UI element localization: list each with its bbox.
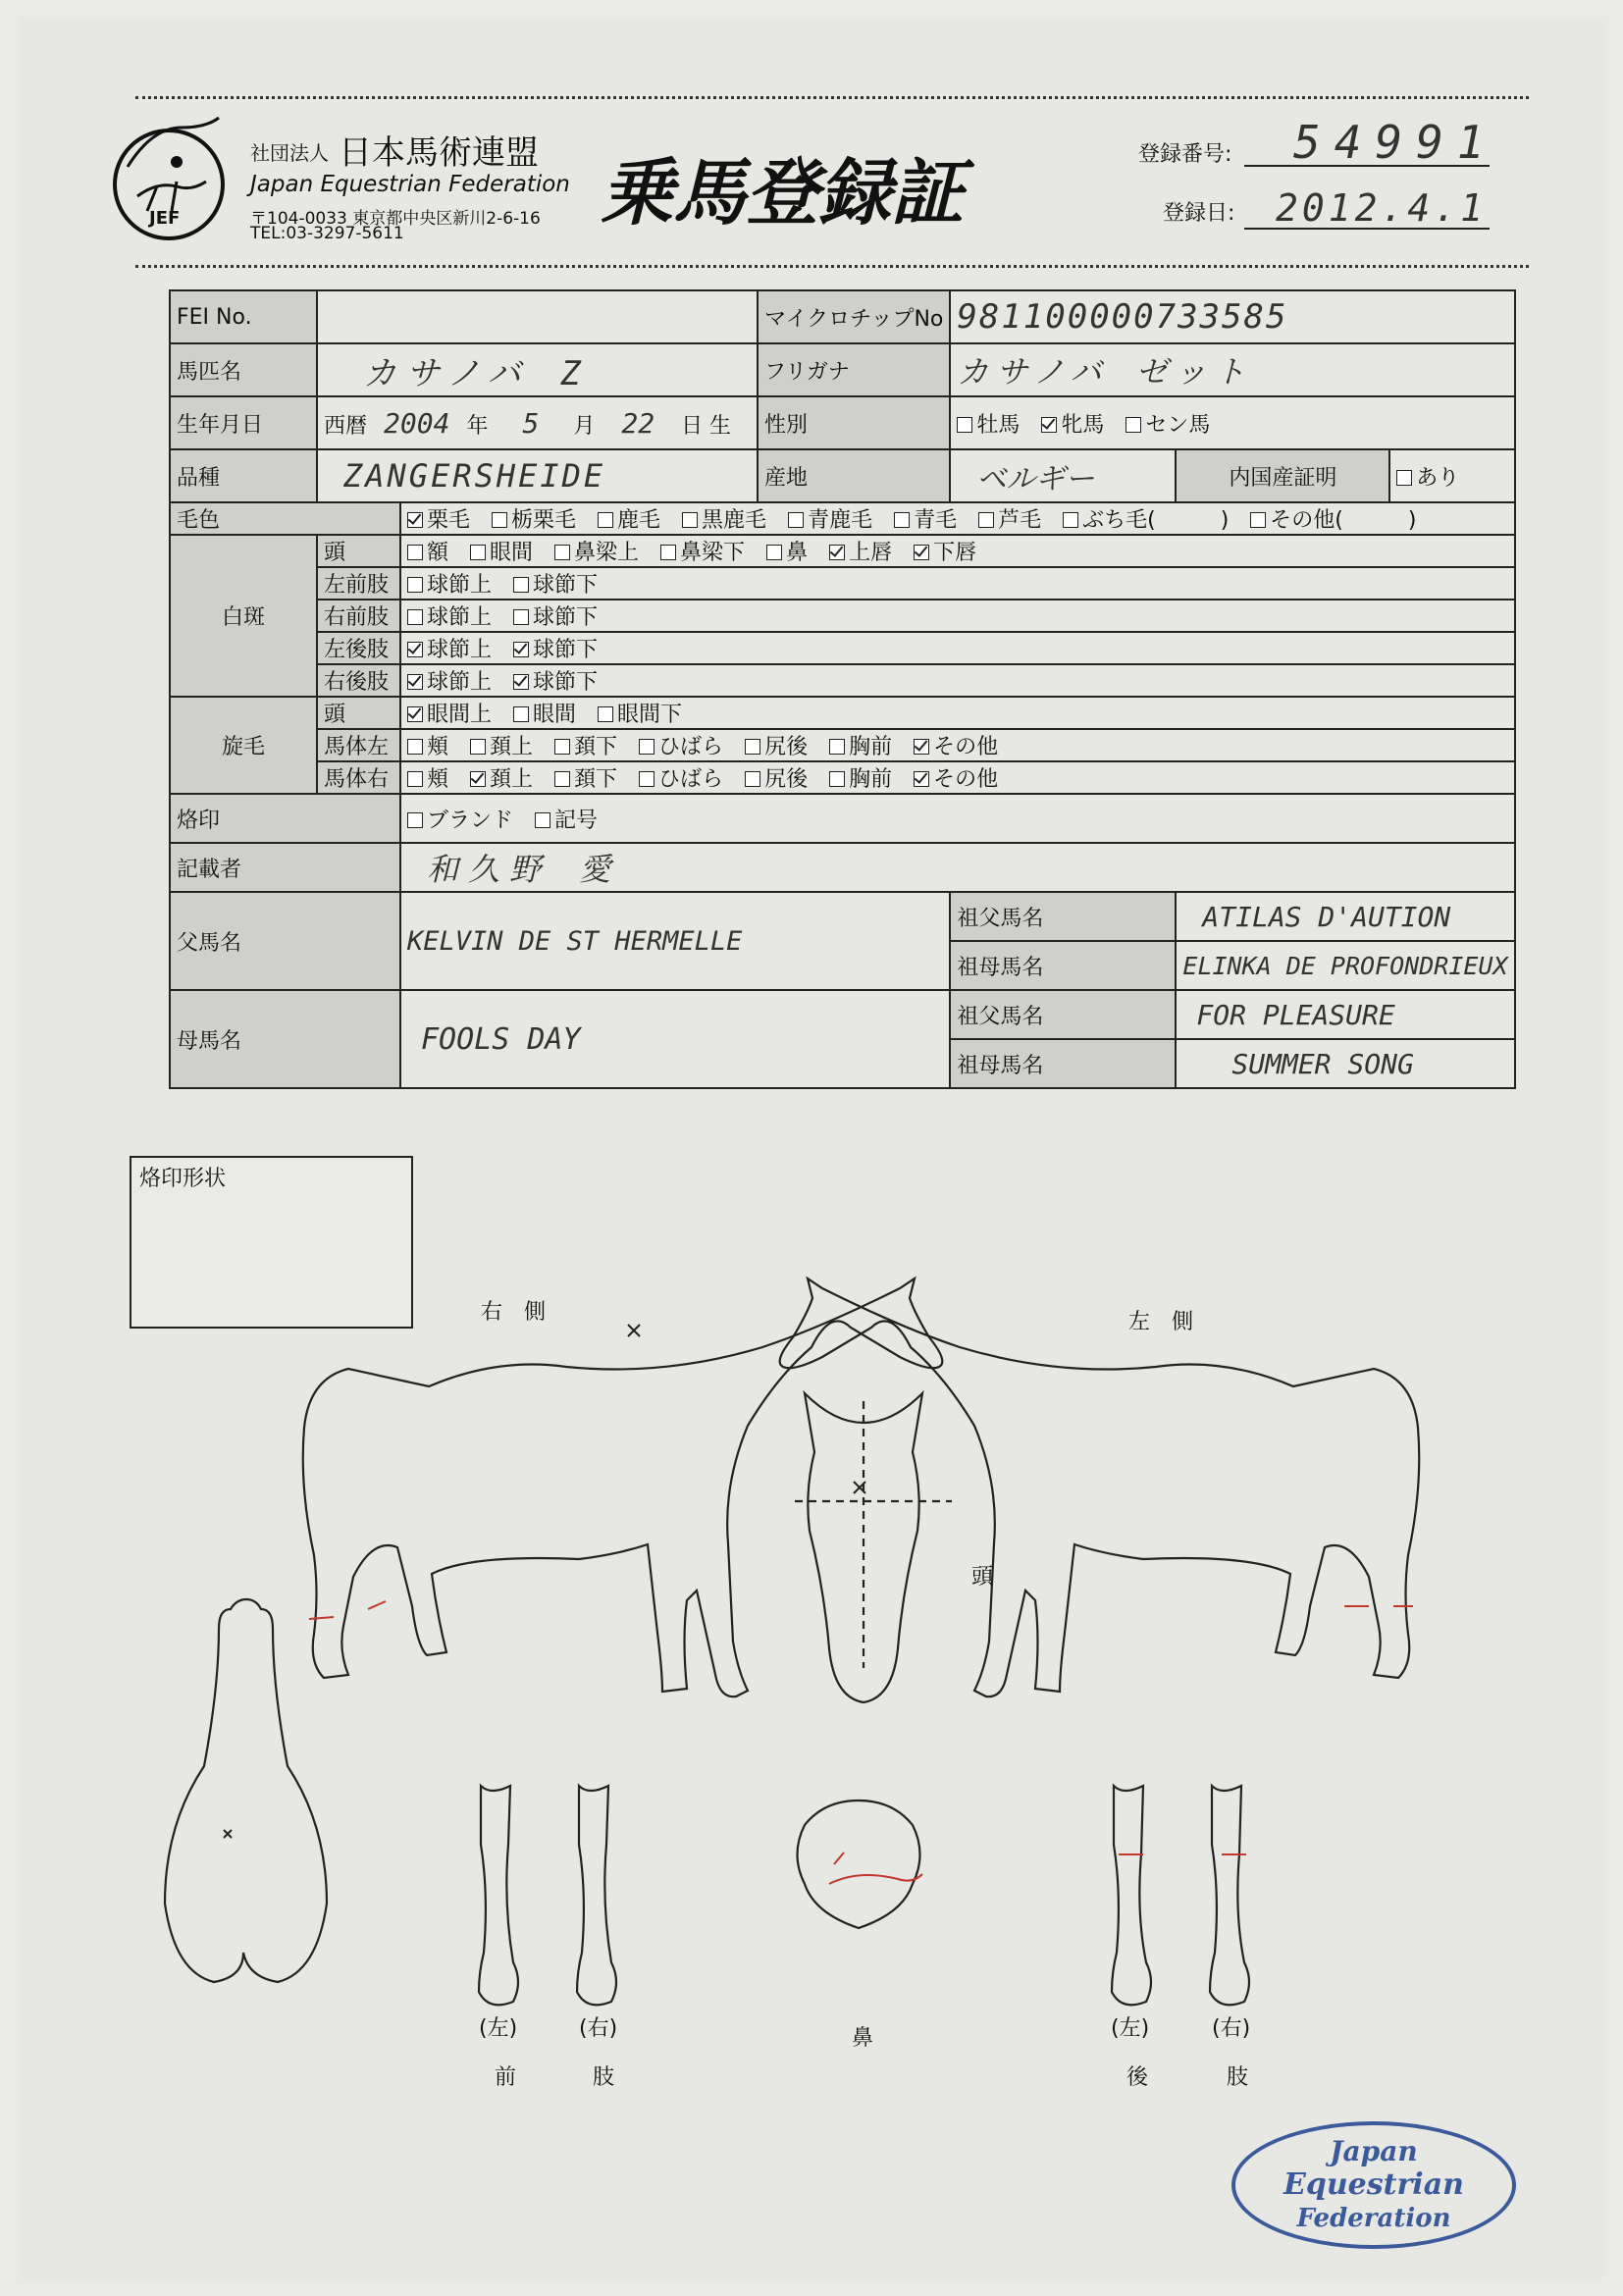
- checkbox-icon[interactable]: [407, 739, 423, 755]
- checkbox-option[interactable]: [660, 541, 745, 565]
- checkbox-icon[interactable]: [407, 609, 423, 625]
- checkbox-icon[interactable]: [1250, 512, 1266, 528]
- checkbox-option[interactable]: [407, 605, 492, 630]
- checkbox-option[interactable]: [513, 638, 598, 662]
- dam-value: FOOLS DAY: [421, 1021, 581, 1057]
- white-options-1: [400, 567, 1515, 600]
- checkbox-option[interactable]: [554, 735, 617, 759]
- checkbox-option[interactable]: [914, 541, 976, 565]
- hind-right-paren: (右): [1212, 2016, 1251, 2041]
- checkbox-icon[interactable]: [407, 545, 423, 560]
- checkbox-label: その他( ): [1270, 508, 1417, 533]
- checkbox-option[interactable]: [407, 670, 492, 695]
- checkbox-label: 頚下: [574, 735, 618, 759]
- white-options-4: [400, 664, 1515, 697]
- brand-shape-label: 烙印形状: [139, 1167, 227, 1191]
- checkbox-icon[interactable]: [1063, 512, 1078, 528]
- white-part-4: 右後肢: [317, 664, 400, 697]
- sire-grandsire-label: 祖父馬名: [950, 892, 1176, 941]
- checkbox-option[interactable]: [788, 508, 872, 533]
- document-title: 乗馬登録証: [601, 151, 964, 235]
- hind-left-paren: (左): [1111, 2016, 1150, 2041]
- checkbox-label: 尻後: [764, 767, 809, 792]
- checkbox-option[interactable]: [1041, 413, 1104, 438]
- checkbox-icon[interactable]: [829, 545, 845, 560]
- reg-date-label: 登録日:: [1163, 201, 1235, 226]
- checkbox-option[interactable]: [829, 735, 892, 759]
- left-side-label: 左 側: [1128, 1310, 1194, 1334]
- microchip-label: マイクロチップNo: [758, 290, 950, 343]
- checkbox-option[interactable]: [957, 413, 1020, 438]
- checkbox-option[interactable]: [554, 767, 617, 792]
- checkbox-icon[interactable]: [660, 545, 676, 560]
- checkbox-icon[interactable]: [407, 812, 423, 828]
- checkbox-label: ひばら: [658, 735, 724, 759]
- dam-sire-value: FOR PLEASURE: [1196, 998, 1395, 1031]
- white-part-3: 左後肢: [317, 632, 400, 664]
- checkbox-label: 鹿毛: [617, 508, 661, 533]
- checkbox-option[interactable]: [554, 541, 639, 565]
- checkbox-option[interactable]: [914, 767, 998, 792]
- checkbox-option[interactable]: [598, 508, 660, 533]
- checkbox-icon[interactable]: [407, 577, 423, 593]
- sire-sire-value: ATILAS D'AUTION: [1202, 900, 1451, 933]
- dam-grandsire-label: 祖父馬名: [950, 990, 1176, 1039]
- checkbox-icon[interactable]: [554, 739, 570, 755]
- checkbox-option[interactable]: [407, 703, 492, 727]
- stamp-line-3: Federation: [1296, 2204, 1451, 2233]
- checkbox-option[interactable]: [745, 735, 808, 759]
- origin-label: 産地: [758, 449, 950, 502]
- fore-right-paren: (右): [579, 2016, 618, 2041]
- white-part-2: 右前肢: [317, 600, 400, 632]
- checkbox-icon[interactable]: [407, 771, 423, 787]
- checkbox-icon[interactable]: [513, 609, 529, 625]
- dob-month: 5: [522, 406, 540, 440]
- checkbox-label: ブランド: [427, 808, 514, 833]
- checkbox-label: 頬: [427, 735, 449, 759]
- checkbox-label: 球節上: [427, 605, 493, 630]
- checkbox-label: 球節下: [533, 573, 599, 598]
- checkbox-label: 球節上: [427, 638, 493, 662]
- sire-label: 父馬名: [170, 892, 400, 990]
- hind-label-2: 肢: [1227, 2065, 1249, 2090]
- checkbox-label: 黒鹿毛: [702, 508, 767, 533]
- checkbox-icon[interactable]: [470, 739, 486, 755]
- dam-label: 母馬名: [170, 990, 400, 1088]
- checkbox-icon[interactable]: [535, 812, 550, 828]
- dam-granddam-label: 祖母馬名: [950, 1039, 1176, 1088]
- checkbox-option[interactable]: [513, 573, 598, 598]
- checkbox-label: セン馬: [1145, 412, 1211, 438]
- checkbox-label: 鼻: [786, 541, 809, 565]
- breed-value: ZANGERSHEIDE: [343, 457, 606, 495]
- reg-date-value: 2012.4.1: [1276, 186, 1488, 230]
- checkbox-label: ひばら: [658, 767, 724, 792]
- color-label: 毛色: [170, 502, 400, 535]
- white-options-3: [400, 632, 1515, 664]
- checkbox-icon[interactable]: [894, 512, 910, 528]
- checkbox-option[interactable]: [914, 735, 998, 759]
- reg-no-label: 登録番号:: [1138, 142, 1232, 167]
- whorl-options-0: [400, 697, 1515, 729]
- checkbox-option[interactable]: [894, 508, 957, 533]
- sex-label: 性別: [758, 396, 950, 449]
- checkbox-option[interactable]: [1126, 413, 1210, 438]
- white-options-2: [400, 600, 1515, 632]
- color-options: [400, 502, 1515, 535]
- brand-label: 烙印: [170, 794, 400, 843]
- dam-dam-value: SUMMER SONG: [1231, 1047, 1414, 1080]
- checkbox-icon[interactable]: [407, 642, 423, 657]
- origin-value: ベルギー: [976, 462, 1095, 496]
- checkbox-option[interactable]: [598, 703, 682, 727]
- dob-month-unit: 月: [573, 413, 596, 439]
- checkbox-option[interactable]: [407, 508, 470, 533]
- checkbox-icon[interactable]: [598, 512, 613, 528]
- checkbox-icon[interactable]: [682, 512, 698, 528]
- org-name-jp: 日本馬術連盟: [339, 133, 539, 173]
- checkbox-option[interactable]: [513, 703, 576, 727]
- checkbox-label: 青鹿毛: [808, 508, 873, 533]
- whorl-part-1: 馬体左: [317, 729, 400, 761]
- dob-day-unit: 日 生: [681, 413, 732, 439]
- checkbox-label: 上唇: [849, 541, 893, 565]
- checkbox-option[interactable]: [407, 735, 448, 759]
- checkbox-option[interactable]: [407, 809, 513, 833]
- breed-label: 品種: [170, 449, 317, 502]
- white-part-1: 左前肢: [317, 567, 400, 600]
- checkbox-option[interactable]: [407, 638, 492, 662]
- checkbox-icon[interactable]: [513, 642, 529, 657]
- nose-label: 鼻: [852, 2026, 874, 2051]
- name-label: 馬匹名: [170, 343, 317, 396]
- furigana-value: カサノバ ゼット: [957, 353, 1254, 391]
- dob-era: 西暦: [324, 413, 368, 439]
- sire-granddam-label: 祖母馬名: [950, 941, 1176, 990]
- checkbox-option[interactable]: [766, 541, 808, 565]
- checkbox-icon[interactable]: [639, 739, 654, 755]
- checkbox-option[interactable]: [978, 508, 1041, 533]
- sex-options: [950, 396, 1514, 449]
- checkbox-icon[interactable]: [598, 706, 613, 722]
- checkbox-label: 牝馬: [1061, 412, 1105, 438]
- checkbox-label: 栗毛: [427, 508, 471, 533]
- stamp-line-1: Japan: [1330, 2135, 1418, 2167]
- dob-field: [317, 396, 758, 449]
- checkbox-icon[interactable]: [407, 674, 423, 690]
- checkbox-icon[interactable]: [829, 739, 845, 755]
- checkbox-label: 球節上: [427, 670, 493, 695]
- top-divider: [135, 96, 1529, 99]
- checkbox-label: 芦毛: [998, 508, 1042, 533]
- checkbox-icon[interactable]: [829, 771, 845, 787]
- checkbox-label: 球節下: [533, 605, 599, 630]
- checkbox-label: 鼻梁下: [680, 541, 746, 565]
- checkbox-label: 胸前: [849, 767, 893, 792]
- checkbox-option[interactable]: [682, 508, 766, 533]
- checkbox-label: 鼻梁上: [574, 541, 640, 565]
- checkbox-icon[interactable]: [1126, 417, 1141, 433]
- checkbox-icon[interactable]: [513, 674, 529, 690]
- whorl-part-0: 頭: [317, 697, 400, 729]
- checkbox-icon[interactable]: [639, 771, 654, 787]
- checkbox-label: 頬: [427, 767, 449, 792]
- checkbox-option[interactable]: [829, 541, 892, 565]
- checkbox-label: 球節下: [533, 670, 599, 695]
- checkbox-label: 球節下: [533, 638, 599, 662]
- checkbox-icon[interactable]: [745, 771, 760, 787]
- furigana-label: フリガナ: [758, 343, 950, 396]
- white-label: 白斑: [170, 535, 317, 697]
- checkbox-label: 記号: [554, 808, 599, 833]
- name-value: カサノバ Z: [363, 353, 591, 393]
- checkbox-icon[interactable]: [1041, 417, 1057, 433]
- white-part-0: 頭: [317, 535, 400, 567]
- fei-label: FEI No.: [170, 290, 317, 343]
- checkbox-label: 頚下: [574, 767, 618, 792]
- checkbox-icon[interactable]: [788, 512, 804, 528]
- checkbox-label: 眼間上: [427, 703, 493, 727]
- recorder-value: 和久野 愛: [427, 851, 621, 888]
- checkbox-label: 胸前: [849, 735, 893, 759]
- checkbox-option[interactable]: [407, 541, 448, 565]
- domestic-checkbox[interactable]: [1396, 470, 1412, 486]
- checkbox-label: 眼間: [533, 703, 577, 727]
- whorl-options-2: [400, 761, 1515, 794]
- checkbox-label: 下唇: [933, 541, 977, 565]
- checkbox-icon[interactable]: [745, 739, 760, 755]
- fore-label-2: 肢: [593, 2065, 615, 2090]
- header-divider: [135, 265, 1529, 268]
- checkbox-icon[interactable]: [554, 545, 570, 560]
- checkbox-icon[interactable]: [914, 771, 929, 787]
- whorl-label: 旋毛: [170, 697, 317, 794]
- logo-text: JEF: [149, 208, 181, 229]
- sire-value: KELVIN DE ST HERMELLE: [407, 925, 743, 957]
- checkbox-option[interactable]: [407, 573, 492, 598]
- checkbox-label: 額: [427, 541, 449, 565]
- head-label: 頭: [971, 1565, 994, 1590]
- org-name-en: Japan Equestrian Federation: [250, 172, 570, 197]
- white-options-0: [400, 535, 1515, 567]
- domestic-option: あり: [1416, 465, 1460, 491]
- dob-year: 2004: [384, 406, 450, 440]
- dob-label: 生年月日: [170, 396, 317, 449]
- checkbox-option[interactable]: [639, 767, 723, 792]
- checkbox-icon[interactable]: [914, 545, 929, 560]
- checkbox-option[interactable]: [745, 767, 808, 792]
- checkbox-icon[interactable]: [407, 706, 423, 722]
- checkbox-option[interactable]: [1250, 508, 1416, 533]
- domestic-label: 内国産証明: [1176, 449, 1389, 502]
- fei-value: [317, 290, 758, 343]
- dob-day: 22: [621, 406, 655, 440]
- checkbox-option[interactable]: [513, 605, 598, 630]
- checkbox-label: その他: [933, 767, 999, 792]
- stamp-line-2: Equestrian: [1283, 2167, 1464, 2202]
- checkbox-option[interactable]: [470, 541, 533, 565]
- checkbox-label: その他: [933, 735, 999, 759]
- checkbox-option[interactable]: [639, 735, 723, 759]
- checkbox-label: ぶち毛( ): [1082, 508, 1230, 533]
- sire-dam-value: ELINKA DE PROFONDRIEUX: [1182, 951, 1508, 980]
- checkbox-icon[interactable]: [470, 545, 486, 560]
- checkbox-icon[interactable]: [978, 512, 994, 528]
- checkbox-option[interactable]: [492, 508, 576, 533]
- checkbox-option[interactable]: [829, 767, 892, 792]
- checkbox-icon[interactable]: [407, 512, 423, 528]
- checkbox-icon[interactable]: [513, 577, 529, 593]
- brand-shape-box: [130, 1156, 413, 1329]
- checkbox-label: 頚上: [490, 735, 534, 759]
- whorl-part-2: 馬体右: [317, 761, 400, 794]
- checkbox-option[interactable]: [1063, 508, 1229, 533]
- checkbox-label: 栃栗毛: [511, 508, 577, 533]
- checkbox-label: 眼間: [490, 541, 534, 565]
- checkbox-icon[interactable]: [492, 512, 507, 528]
- recorder-label: 記載者: [170, 843, 400, 892]
- checkbox-icon[interactable]: [554, 771, 570, 787]
- checkbox-icon[interactable]: [513, 706, 529, 722]
- checkbox-icon[interactable]: [470, 771, 486, 787]
- checkbox-option[interactable]: [407, 767, 448, 792]
- checkbox-option[interactable]: [470, 767, 533, 792]
- checkbox-option[interactable]: [513, 670, 598, 695]
- checkbox-label: 牡馬: [976, 412, 1021, 438]
- checkbox-option[interactable]: [470, 735, 533, 759]
- org-type: 社団法人: [250, 141, 329, 165]
- whorl-options-1: [400, 729, 1515, 761]
- fore-left-paren: (左): [479, 2016, 518, 2041]
- checkbox-icon[interactable]: [914, 739, 929, 755]
- telephone: TEL:03-3297-5611: [250, 224, 404, 243]
- checkbox-icon[interactable]: [957, 417, 972, 433]
- dob-year-unit: 年: [466, 413, 489, 439]
- checkbox-label: 眼間下: [617, 703, 683, 727]
- hind-label-1: 後: [1126, 2065, 1149, 2090]
- checkbox-label: 球節上: [427, 573, 493, 598]
- checkbox-label: 尻後: [764, 735, 809, 759]
- brand-options: [400, 794, 1515, 843]
- right-side-label: 右 側: [481, 1300, 547, 1325]
- address: 〒104-0033 東京都中央区新川2-6-16: [250, 209, 541, 229]
- microchip-value: 981100000733585: [957, 297, 1288, 337]
- checkbox-icon[interactable]: [766, 545, 782, 560]
- checkbox-label: 青毛: [914, 508, 958, 533]
- fore-label-1: 前: [495, 2065, 517, 2090]
- checkbox-label: 頚上: [490, 767, 534, 792]
- federation-stamp: [1231, 2121, 1516, 2249]
- registration-table: [169, 289, 1516, 1089]
- reg-no-value: 54991: [1293, 116, 1498, 169]
- checkbox-option[interactable]: [535, 809, 598, 833]
